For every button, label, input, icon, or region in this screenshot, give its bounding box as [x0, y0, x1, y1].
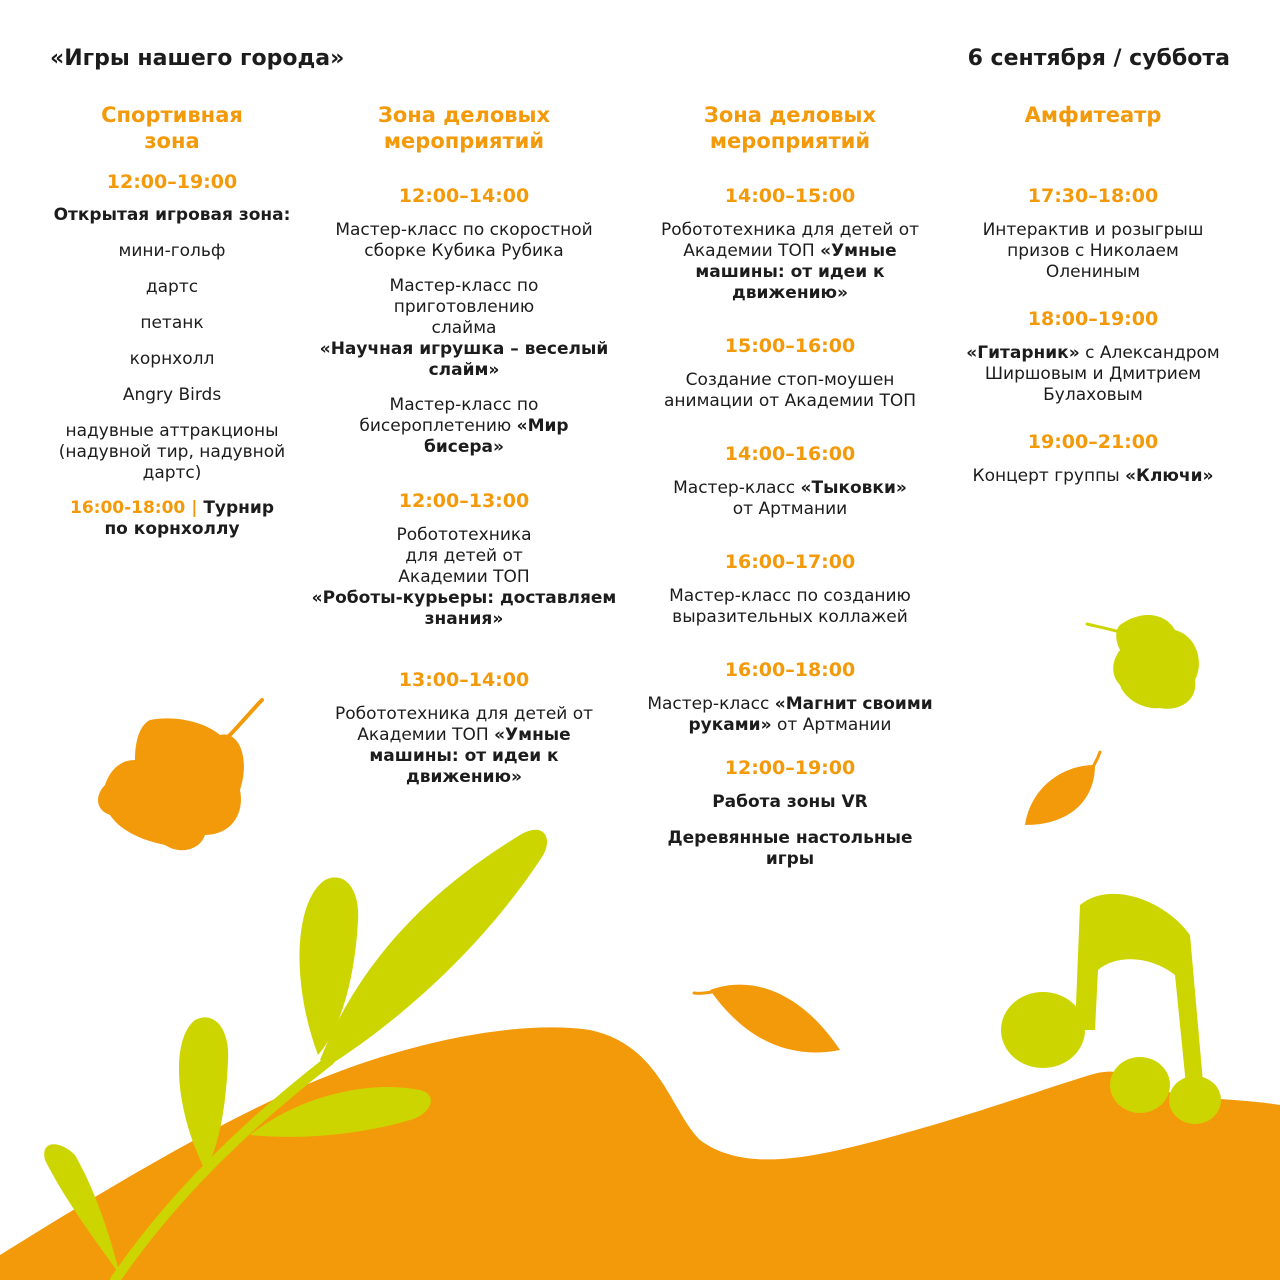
event-text: Робототехника для детей от Академии ТОП	[660, 220, 920, 261]
green-leaf-icon	[1087, 615, 1199, 709]
event-text	[308, 395, 620, 458]
event-title: «Магнит своими руками»	[688, 694, 933, 735]
event-text: Мастер-класс по скоростной сборке Кубика Рубика	[335, 220, 593, 261]
time-slot: 14:00–15:00	[724, 185, 856, 207]
event-title: «Умные машины: от идеи к движению»	[369, 725, 571, 787]
list-item: дартс	[145, 277, 199, 297]
tournament	[42, 498, 302, 540]
list-item: надувные аттракционы (надувной тир, надувной дартс)	[58, 421, 286, 483]
list-item: корнхолл	[129, 349, 215, 369]
time-slot: 16:00-18:00	[69, 498, 186, 518]
event-text	[308, 276, 620, 381]
event-text: Создание стоп-моушен анимации от Академии ТОП	[663, 370, 916, 411]
column-business-2	[634, 102, 946, 870]
event-text: от Артмании	[776, 715, 892, 735]
zone-title: Зона деловых мероприятий	[703, 103, 877, 153]
event-text: с Александром Ширшовым и Дмитрием Булаховым	[984, 343, 1220, 405]
event-text	[634, 478, 946, 520]
list-item: мини-гольф	[118, 241, 226, 261]
event-text: от Артмании	[732, 499, 848, 519]
time-slot: 12:00–13:00	[398, 490, 530, 512]
music-note-icon	[1001, 894, 1221, 1124]
event-text	[634, 220, 946, 304]
event-title: Работа зоны VR	[712, 792, 868, 812]
time-slot: 17:30–18:00	[1027, 185, 1159, 207]
event-title: «Научная игрушка – веселый слайм»	[319, 339, 609, 380]
time-slot: 16:00–17:00	[724, 551, 856, 573]
orange-leaf-icon	[694, 985, 840, 1053]
event-title: «Мир бисера»	[423, 416, 569, 457]
list-item: Angry Birds	[122, 385, 222, 405]
event-text: Робототехника для детей от Академии ТОП	[396, 525, 532, 587]
time-slot: 19:00–21:00	[1027, 431, 1159, 453]
section-heading: Открытая игровая зона:	[53, 205, 291, 225]
event-text	[308, 704, 620, 788]
list-item: петанк	[140, 313, 204, 333]
event-text: Мастер-класс по бисероплетению	[359, 395, 539, 436]
column-sport	[42, 102, 302, 540]
column-amphitheater	[948, 102, 1238, 487]
separator: |	[191, 498, 198, 518]
oak-leaf-icon	[98, 700, 262, 850]
time-slot: 12:00–19:00	[724, 757, 856, 779]
column-business-1	[308, 102, 620, 788]
event-text: Интерактив и розыгрыш призов с Николаем Олениным	[982, 220, 1204, 282]
event-text: Мастер-класс по созданию выразительных коллажей	[669, 586, 911, 627]
time-slot: 13:00–14:00	[398, 669, 530, 691]
event-text	[948, 466, 1238, 487]
event-text: Турнир по корнхоллу	[104, 498, 275, 539]
event-text	[308, 525, 620, 630]
time-slot: 18:00–19:00	[1027, 308, 1159, 330]
time-slot: 14:00–16:00	[724, 443, 856, 465]
zone-title: Спортивная зона	[101, 103, 243, 153]
orange-leaf-icon	[1025, 752, 1100, 825]
event-text: Робототехника для детей от Академии ТОП	[334, 704, 594, 745]
event-text	[948, 343, 1238, 406]
event-text: Концерт группы	[972, 466, 1120, 486]
event-title: «Ключи»	[1125, 466, 1214, 486]
zone-title: Зона деловых мероприятий	[377, 103, 551, 153]
time-slot: 12:00–19:00	[106, 171, 238, 193]
event-text: Мастер-класс	[647, 694, 770, 714]
event-title: «Роботы-курьеры: доставляем знания»	[311, 588, 617, 629]
event-title: Деревянные настольные игры	[667, 828, 913, 869]
event-title: «Гитарник»	[966, 343, 1080, 363]
event-title: «Тыковки»	[800, 478, 907, 498]
event-text	[634, 694, 946, 736]
time-slot: 16:00–18:00	[724, 659, 856, 681]
event-text: Мастер-класс	[673, 478, 796, 498]
event-date: 6 сентября / суббота	[967, 46, 1230, 71]
event-title: «Умные машины: от идеи к движению»	[695, 241, 897, 303]
time-slot: 12:00–14:00	[398, 185, 530, 207]
zone-title: Амфитеатр	[1024, 103, 1162, 127]
event-text: Мастер-класс по приготовлению слайма	[389, 276, 539, 338]
time-slot: 15:00–16:00	[724, 335, 856, 357]
event-title: «Игры нашего города»	[50, 46, 345, 71]
